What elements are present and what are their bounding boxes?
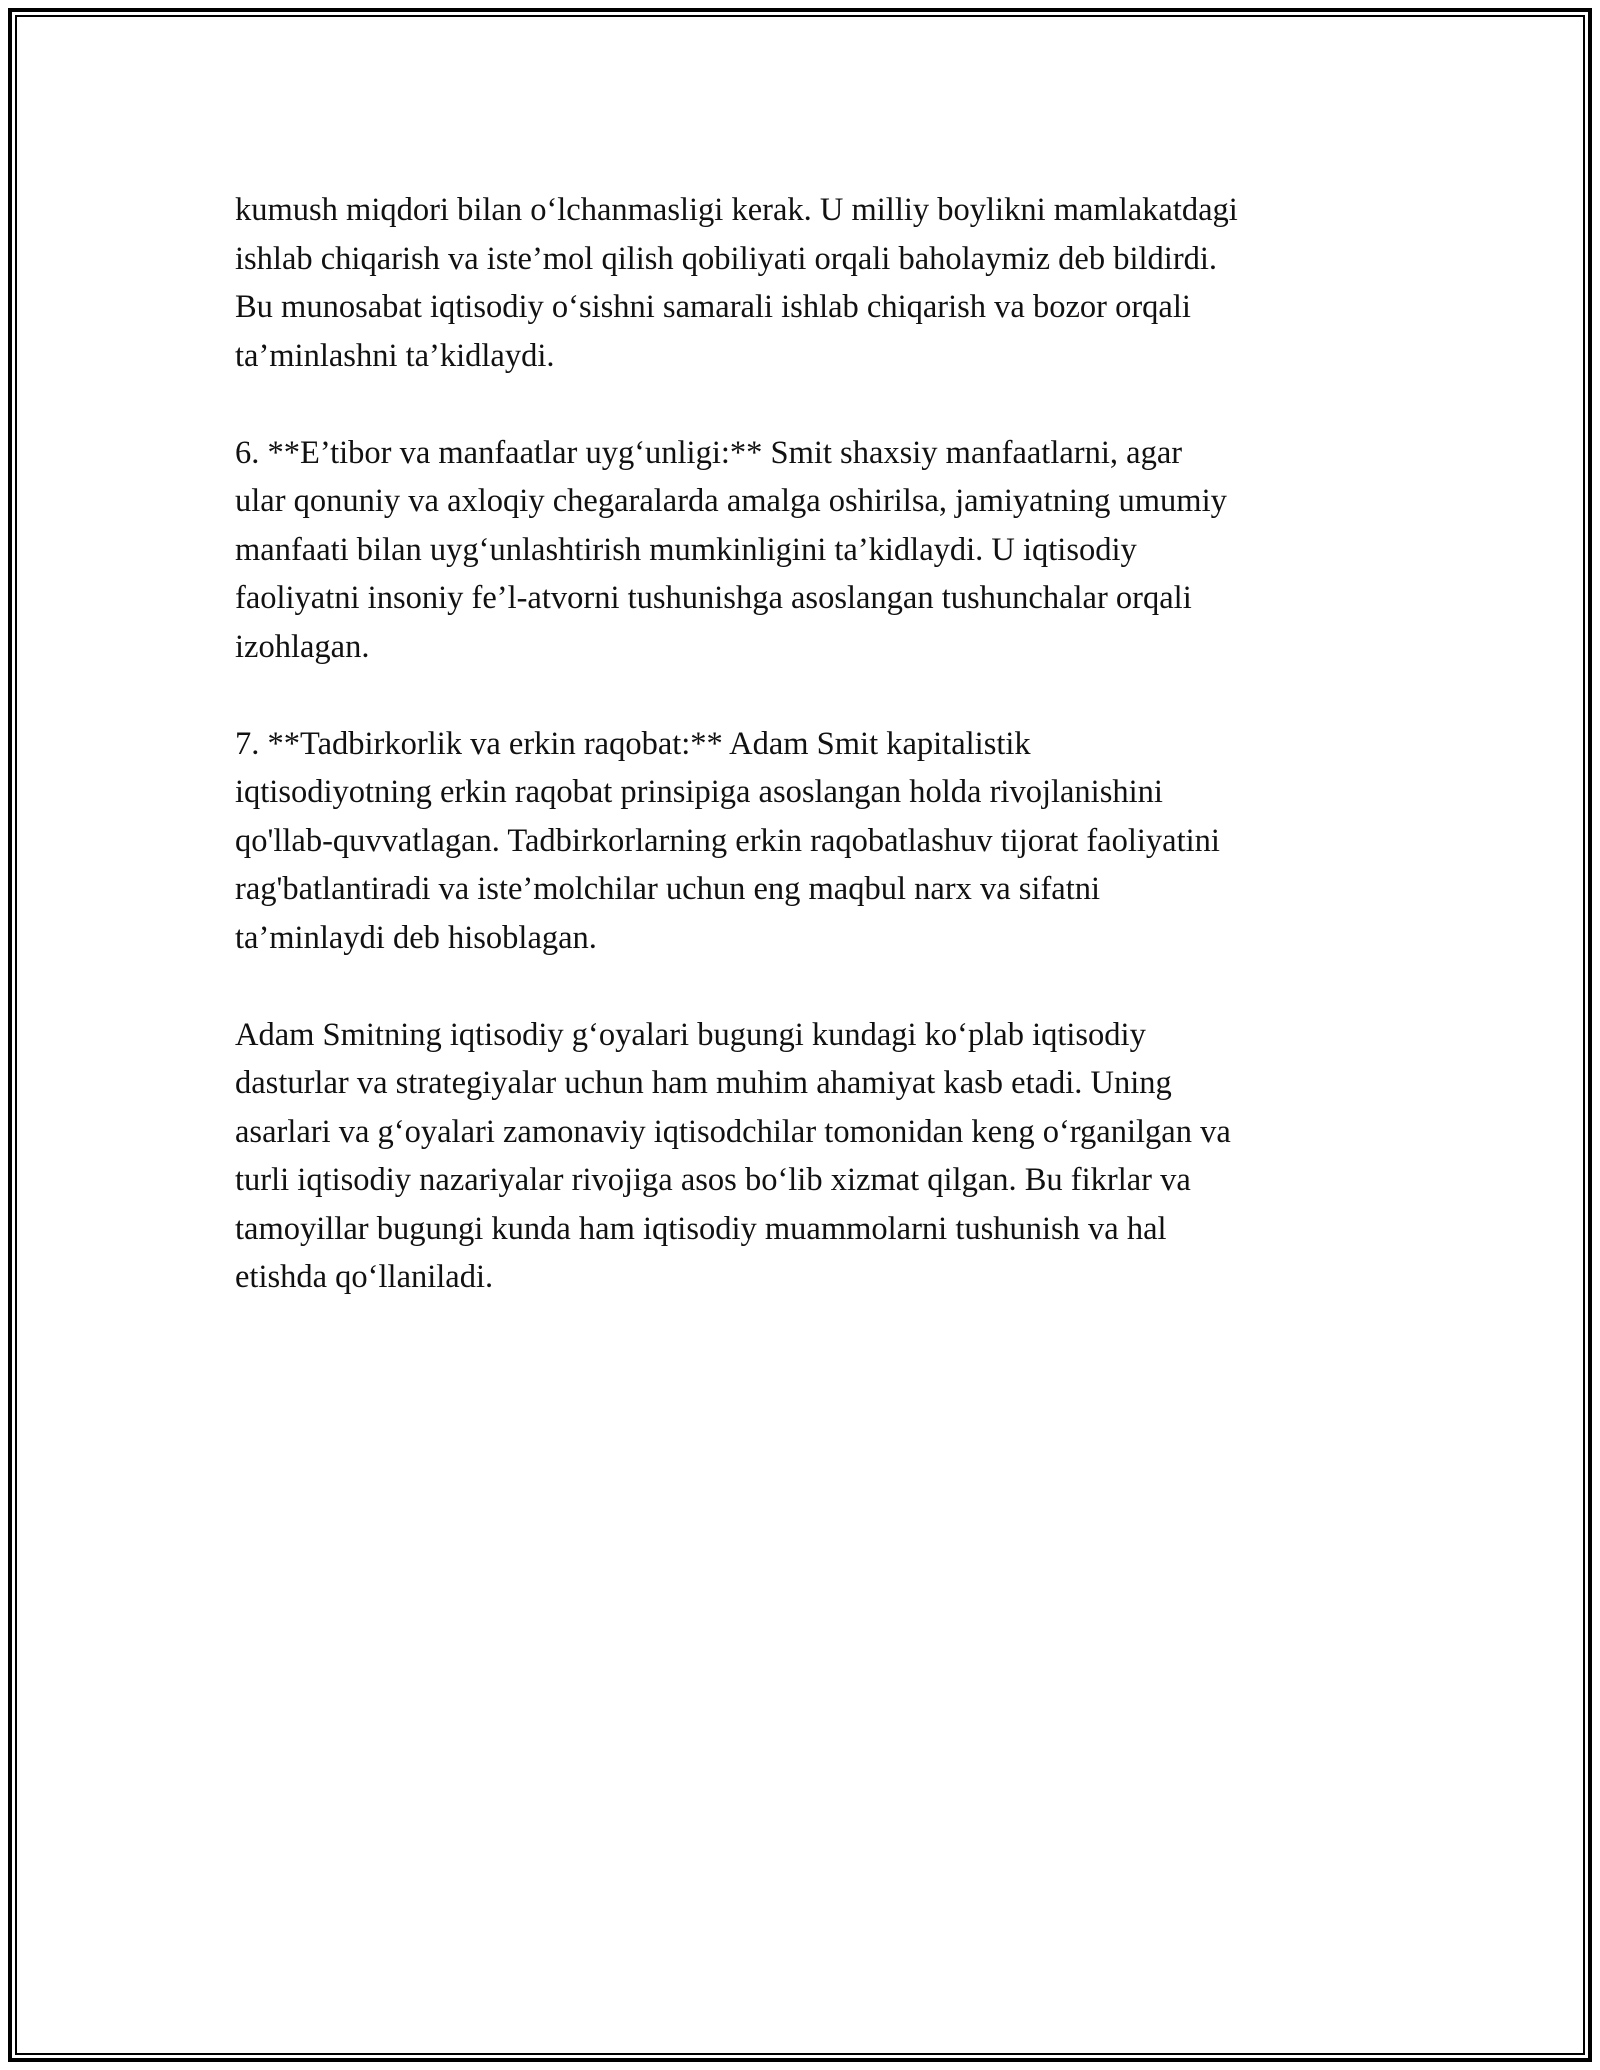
text-line: turli iqtisodiy nazariyalar rivojiga asos bo‘lib xizmat qilgan. Bu fikrlar va [235,1162,1191,1198]
paragraph-national-wealth [235,186,1395,380]
text-line: ishlab chiqarish va iste’mol qilish qobiliyati orqali baholaymiz deb bildirdi. [235,240,1218,277]
text-line: iqtisodiyotning erkin raqobat prinsipiga asoslangan holda rivojlanishini [235,774,1163,810]
text-line: faoliyatni insoniy fe’l-atvorni tushunishga asoslangan tushunchalar orqali [235,580,1192,616]
text-line: etishda qo‘llaniladi. [235,1259,494,1295]
text-line: ular qonuniy va axloqiy chegaralarda amalga oshirilsa, jamiyatning umumiy [235,483,1227,519]
text-line: asarlari va g‘oyalari zamonaviy iqtisodchilar tomonidan keng o‘rganilgan va [235,1113,1231,1150]
text-line: izohlagan. [235,628,370,665]
text-line: 6. **E’tibor va manfaatlar uyg‘unligi:** Smit shaxsiy manfaatlarni, agar [235,434,1183,471]
paragraph-item-6-harmony-of-interests [235,429,1395,672]
text-line: rag'batlantiradi va iste’molchilar uchun eng maqbul narx va sifatni [235,871,1101,907]
text-line: qo'llab-quvvatlagan. Tadbirkorlarning erkin raqobatlashuv tijorat faoliyatini [235,822,1220,859]
text-line: tamoyillar bugungi kunda ham iqtisodiy muammolarni tushunish va hal [235,1210,1167,1247]
text-line: ta’minlaydi deb hisoblagan. [235,919,597,956]
text-line: 7. **Tadbirkorlik va erkin raqobat:** Adam Smit kapitalistik [235,725,1031,762]
text-line: manfaati bilan uyg‘unlashtirish mumkinligini ta’kidlaydi. U iqtisodiy [235,531,1137,568]
text-line: dasturlar va strategiyalar uchun ham muhim ahamiyat kasb etadi. Uning [235,1065,1172,1101]
paragraph-item-7-free-competition [235,720,1395,963]
paragraph-conclusion [235,1011,1395,1302]
text-line: Adam Smitning iqtisodiy g‘oyalari bugungi kundagi ko‘plab iqtisodiy [235,1016,1146,1053]
text-line: ta’minlashni ta’kidlaydi. [235,337,555,374]
text-line: kumush miqdori bilan o‘lchanmasligi kerak. U milliy boylikni mamlakatdagi [235,192,1238,228]
document-body [235,186,1395,1350]
text-line: Bu munosabat iqtisodiy o‘sishni samarali ishlab chiqarish va bozor orqali [235,289,1191,325]
